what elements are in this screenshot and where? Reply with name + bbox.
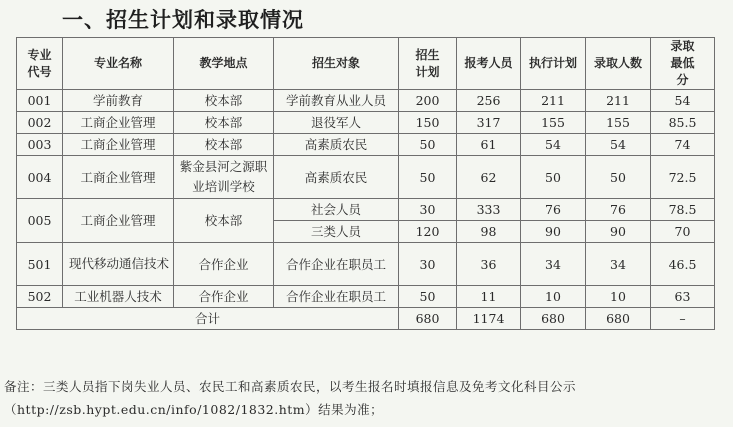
table-header-row bbox=[17, 38, 715, 90]
cell-target: 学前教育从业人员 bbox=[274, 90, 399, 112]
table-row bbox=[17, 286, 715, 308]
cell-target: 高素质农民 bbox=[274, 156, 399, 199]
cell-min-score: 85.5 bbox=[651, 112, 715, 134]
cell-code: 001 bbox=[17, 90, 63, 112]
cell-target: 合作企业在职员工 bbox=[274, 243, 399, 286]
cell-exec-plan: 54 bbox=[521, 134, 586, 156]
table-row bbox=[17, 134, 715, 156]
cell-min-score: 70 bbox=[651, 221, 715, 243]
cell-admitted: 34 bbox=[586, 243, 651, 286]
cell-admitted: 155 bbox=[586, 112, 651, 134]
total-admitted: 680 bbox=[586, 308, 651, 330]
cell-target: 高素质农民 bbox=[274, 134, 399, 156]
cell-plan: 120 bbox=[399, 221, 457, 243]
cell-min-score: 72.5 bbox=[651, 156, 715, 199]
section-title: 一、招生计划和录取情况 bbox=[62, 8, 304, 32]
cell-location: 校本部 bbox=[174, 134, 274, 156]
cell-exec-plan: 10 bbox=[521, 286, 586, 308]
cell-min-score: 46.5 bbox=[651, 243, 715, 286]
cell-admitted: 54 bbox=[586, 134, 651, 156]
table-row bbox=[17, 199, 715, 221]
cell-applicants: 256 bbox=[457, 90, 521, 112]
cell-target: 三类人员 bbox=[274, 221, 399, 243]
cell-applicants: 61 bbox=[457, 134, 521, 156]
cell-min-score: 78.5 bbox=[651, 199, 715, 221]
cell-plan: 50 bbox=[399, 286, 457, 308]
cell-applicants: 36 bbox=[457, 243, 521, 286]
cell-min-score: 54 bbox=[651, 90, 715, 112]
total-label: 合计 bbox=[17, 308, 399, 330]
cell-exec-plan: 76 bbox=[521, 199, 586, 221]
header-plan: 招生计划 bbox=[399, 38, 457, 90]
cell-exec-plan: 50 bbox=[521, 156, 586, 199]
cell-name: 现代移动通信技术 bbox=[63, 243, 174, 286]
cell-applicants: 317 bbox=[457, 112, 521, 134]
cell-admitted: 90 bbox=[586, 221, 651, 243]
cell-location: 校本部 bbox=[174, 90, 274, 112]
cell-name: 工商企业管理 bbox=[63, 134, 174, 156]
cell-plan: 50 bbox=[399, 134, 457, 156]
cell-code: 502 bbox=[17, 286, 63, 308]
header-code: 专业代号 bbox=[17, 38, 63, 90]
cell-applicants: 98 bbox=[457, 221, 521, 243]
total-min-score: – bbox=[651, 308, 715, 330]
cell-exec-plan: 211 bbox=[521, 90, 586, 112]
cell-plan: 50 bbox=[399, 156, 457, 199]
admission-table bbox=[16, 37, 715, 330]
header-exec-plan: 执行计划 bbox=[521, 38, 586, 90]
cell-target: 退役军人 bbox=[274, 112, 399, 134]
header-name: 专业名称 bbox=[63, 38, 174, 90]
table-row bbox=[17, 112, 715, 134]
cell-target: 社会人员 bbox=[274, 199, 399, 221]
cell-plan: 30 bbox=[399, 243, 457, 286]
cell-name: 工商企业管理 bbox=[63, 156, 174, 199]
header-location: 教学地点 bbox=[174, 38, 274, 90]
cell-admitted: 211 bbox=[586, 90, 651, 112]
cell-target: 合作企业在职员工 bbox=[274, 286, 399, 308]
cell-admitted: 76 bbox=[586, 199, 651, 221]
footnote: 备注：三类人员指下岗失业人员、农民工和高素质农民，以考生报名时填报信息及免考文化科目公示（http://zsb.hypt.edu.cn/info/1082/1832.htm）结果为准； bbox=[4, 379, 577, 417]
cell-code: 003 bbox=[17, 134, 63, 156]
cell-applicants: 333 bbox=[457, 199, 521, 221]
cell-plan: 150 bbox=[399, 112, 457, 134]
cell-plan: 200 bbox=[399, 90, 457, 112]
table-row bbox=[17, 156, 715, 199]
cell-location: 校本部 bbox=[174, 199, 274, 243]
header-target: 招生对象 bbox=[274, 38, 399, 90]
cell-code: 002 bbox=[17, 112, 63, 134]
cell-location: 校本部 bbox=[174, 112, 274, 134]
cell-applicants: 62 bbox=[457, 156, 521, 199]
cell-name: 学前教育 bbox=[63, 90, 174, 112]
cell-exec-plan: 34 bbox=[521, 243, 586, 286]
cell-code: 004 bbox=[17, 156, 63, 199]
total-plan: 680 bbox=[399, 308, 457, 330]
cell-location: 合作企业 bbox=[174, 286, 274, 308]
table-row bbox=[17, 243, 715, 286]
header-min-score: 录取最低分 bbox=[651, 38, 715, 90]
cell-admitted: 50 bbox=[586, 156, 651, 199]
cell-min-score: 74 bbox=[651, 134, 715, 156]
total-applicants: 1174 bbox=[457, 308, 521, 330]
cell-min-score: 63 bbox=[651, 286, 715, 308]
total-exec-plan: 680 bbox=[521, 308, 586, 330]
header-admitted: 录取人数 bbox=[586, 38, 651, 90]
cell-applicants: 11 bbox=[457, 286, 521, 308]
cell-code: 005 bbox=[17, 199, 63, 243]
cell-name: 工业机器人技术 bbox=[63, 286, 174, 308]
cell-name: 工商企业管理 bbox=[63, 112, 174, 134]
total-row bbox=[17, 308, 715, 330]
header-applicants: 报考人员 bbox=[457, 38, 521, 90]
cell-code: 501 bbox=[17, 243, 63, 286]
cell-admitted: 10 bbox=[586, 286, 651, 308]
cell-location: 合作企业 bbox=[174, 243, 274, 286]
cell-plan: 30 bbox=[399, 199, 457, 221]
cell-exec-plan: 155 bbox=[521, 112, 586, 134]
cell-location: 紫金县河之源职业培训学校 bbox=[174, 156, 274, 199]
cell-name: 工商企业管理 bbox=[63, 199, 174, 243]
table-row bbox=[17, 90, 715, 112]
cell-exec-plan: 90 bbox=[521, 221, 586, 243]
